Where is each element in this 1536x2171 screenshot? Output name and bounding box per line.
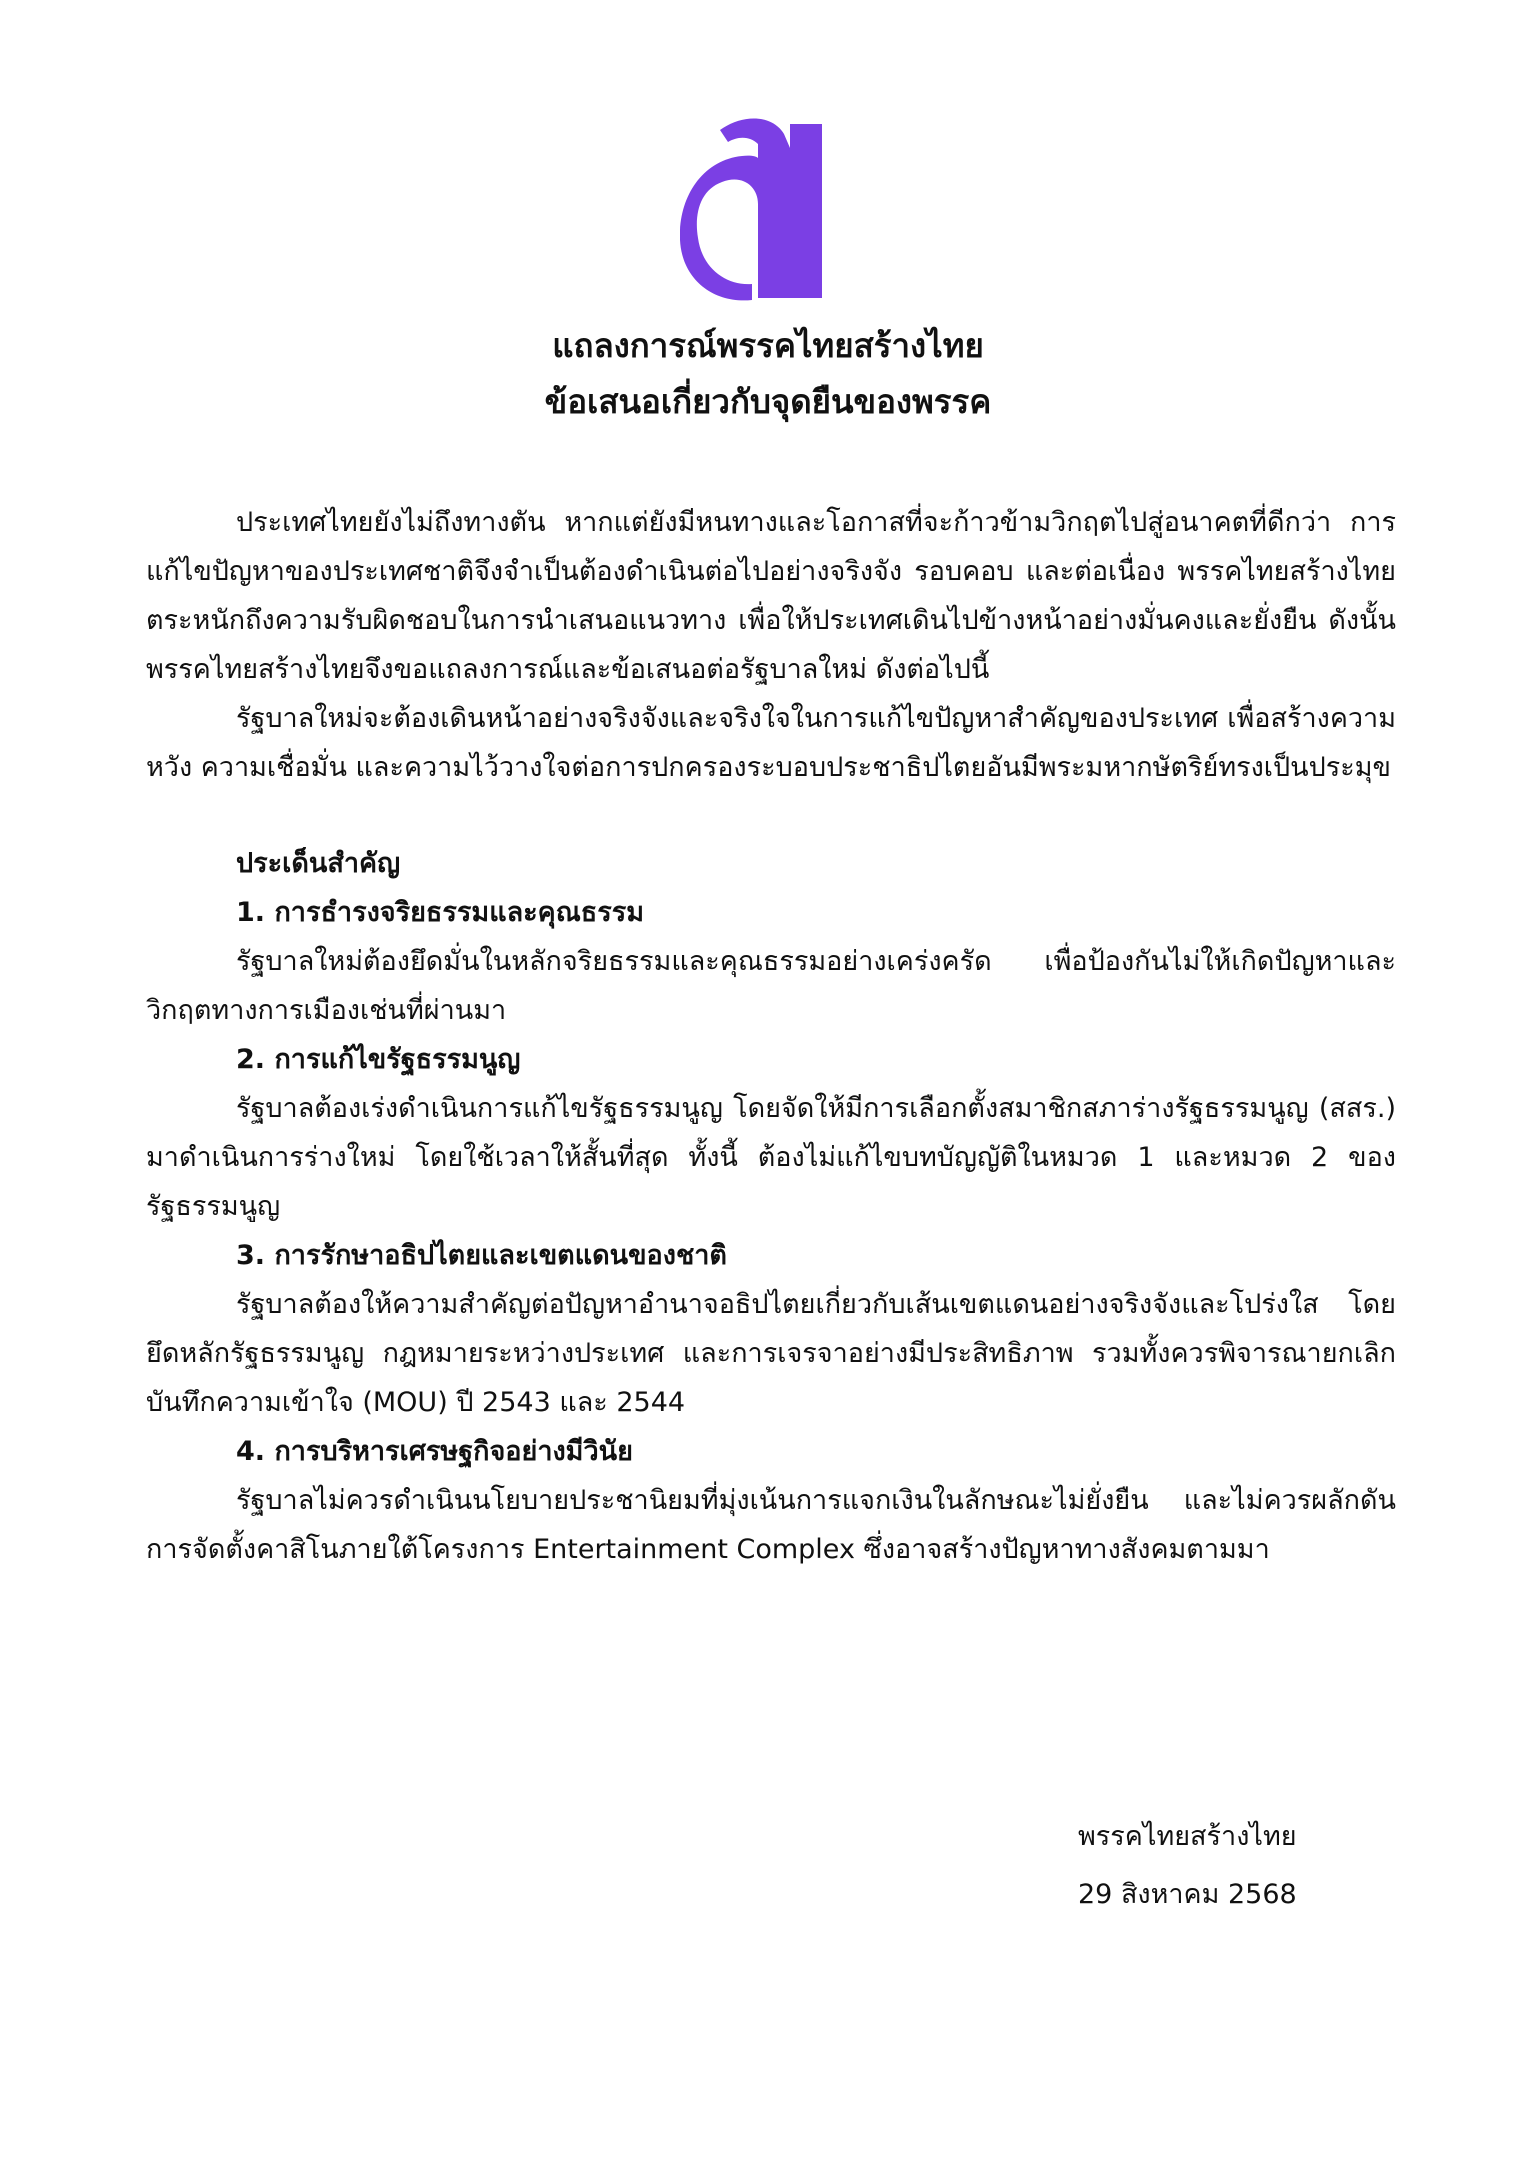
issue-1-text: รัฐบาลใหม่ต้องยึดมั่นในหลักจริยธรรมและคุณธรรมอย่างเคร่งครัด เพื่อป้องกันไม่ให้เกิดปัญหาและวิกฤตทางการเมืองเช่นที่ผ่านมา (146, 946, 1396, 1026)
party-logo (680, 108, 850, 308)
issue-2-text: รัฐบาลต้องเร่งดำเนินการแก้ไขรัฐธรรมนูญ โดยจัดให้มีการเลือกตั้งสมาชิกสภาร่างรัฐธรรมนูญ (สสร.) มาดำเนินการร่างใหม่ โดยใช้เวลาให้สั้นที่สุด ทั้งนี้ ต้องไม่แก้ไขบทบัญญัติในหมวด 1 และหมวด 2 ของรัฐธรรมนูญ (146, 1093, 1396, 1222)
title-block (0, 318, 1536, 430)
document-subtitle: ข้อเสนอเกี่ยวกับจุดยืนของพรรค (544, 382, 992, 421)
document-body (146, 498, 1396, 1574)
signature-date: 29 สิงหาคม 2568 (1078, 1879, 1297, 1910)
intro-paragraph-2: รัฐบาลใหม่จะต้องเดินหน้าอย่างจริงจังและจริงใจในการแก้ไขปัญหาสำคัญของประเทศ เพื่อสร้างความหวัง ความเชื่อมั่น และความไว้วางใจต่อการปกครองระบอบประชาธิปไตยอันมีพระมหากษัตริย์ทรงเป็นประมุข (146, 703, 1396, 783)
intro-paragraph-1: ประเทศไทยยังไม่ถึงทางตัน หากแต่ยังมีหนทางและโอกาสที่จะก้าวข้ามวิกฤตไปสู่อนาคตที่ดีกว่า การแก้ไขปัญหาของประเทศชาติจึงจำเป็นต้องดำเนินต่อไปอย่างจริงจัง รอบคอบ และต่อเนื่อง พรรคไทยสร้างไทยตระหนักถึงความรับผิดชอบในการนำเสนอแนวทาง เพื่อให้ประเทศเดินไปข้างหน้าอย่างมั่นคงและยั่งยืน ดังนั้น พรรคไทยสร้างไทยจึงขอแถลงการณ์และข้อเสนอต่อรัฐบาลใหม่ ดังต่อไปนี้ (146, 507, 1396, 685)
issue-2-title: 2. การแก้ไขรัฐธรรมนูญ (236, 1044, 521, 1075)
document-title: แถลงการณ์พรรคไทยสร้างไทย (552, 326, 984, 365)
signature-block (1078, 1808, 1297, 1924)
signature-party: พรรคไทยสร้างไทย (1078, 1821, 1297, 1852)
issue-4-text: รัฐบาลไม่ควรดำเนินนโยบายประชานิยมที่มุ่งเน้นการแจกเงินในลักษณะไม่ยั่งยืน และไม่ควรผลักดันการจัดตั้งคาสิโนภายใต้โครงการ Entertainment Complex ซึ่งอาจสร้างปัญหาทางสังคมตามมา (146, 1485, 1396, 1565)
section-gap (146, 792, 1396, 839)
issue-4-title: 4. การบริหารเศรษฐกิจอย่างมีวินัย (236, 1436, 633, 1467)
logo-right-stroke (790, 124, 822, 298)
issue-3-title: 3. การรักษาอธิปไตยและเขตแดนของชาติ (236, 1240, 727, 1271)
issue-3-text: รัฐบาลต้องให้ความสำคัญต่อปัญหาอำนาจอธิปไตยเกี่ยวกับเส้นเขตแดนอย่างจริงจังและโปร่งใส โดยยึดหลักรัฐธรรมนูญ กฎหมายระหว่างประเทศ และการเจรจาอย่างมีประสิทธิภาพ รวมทั้งควรพิจารณายกเลิกบันทึกความเข้าใจ (MOU) ปี 2543 และ 2544 (146, 1289, 1396, 1418)
issue-1-title: 1. การธำรงจริยธรรมและคุณธรรม (236, 897, 645, 928)
logo-stroke (680, 118, 790, 300)
key-issues-heading: ประเด็นสำคัญ (236, 848, 401, 879)
